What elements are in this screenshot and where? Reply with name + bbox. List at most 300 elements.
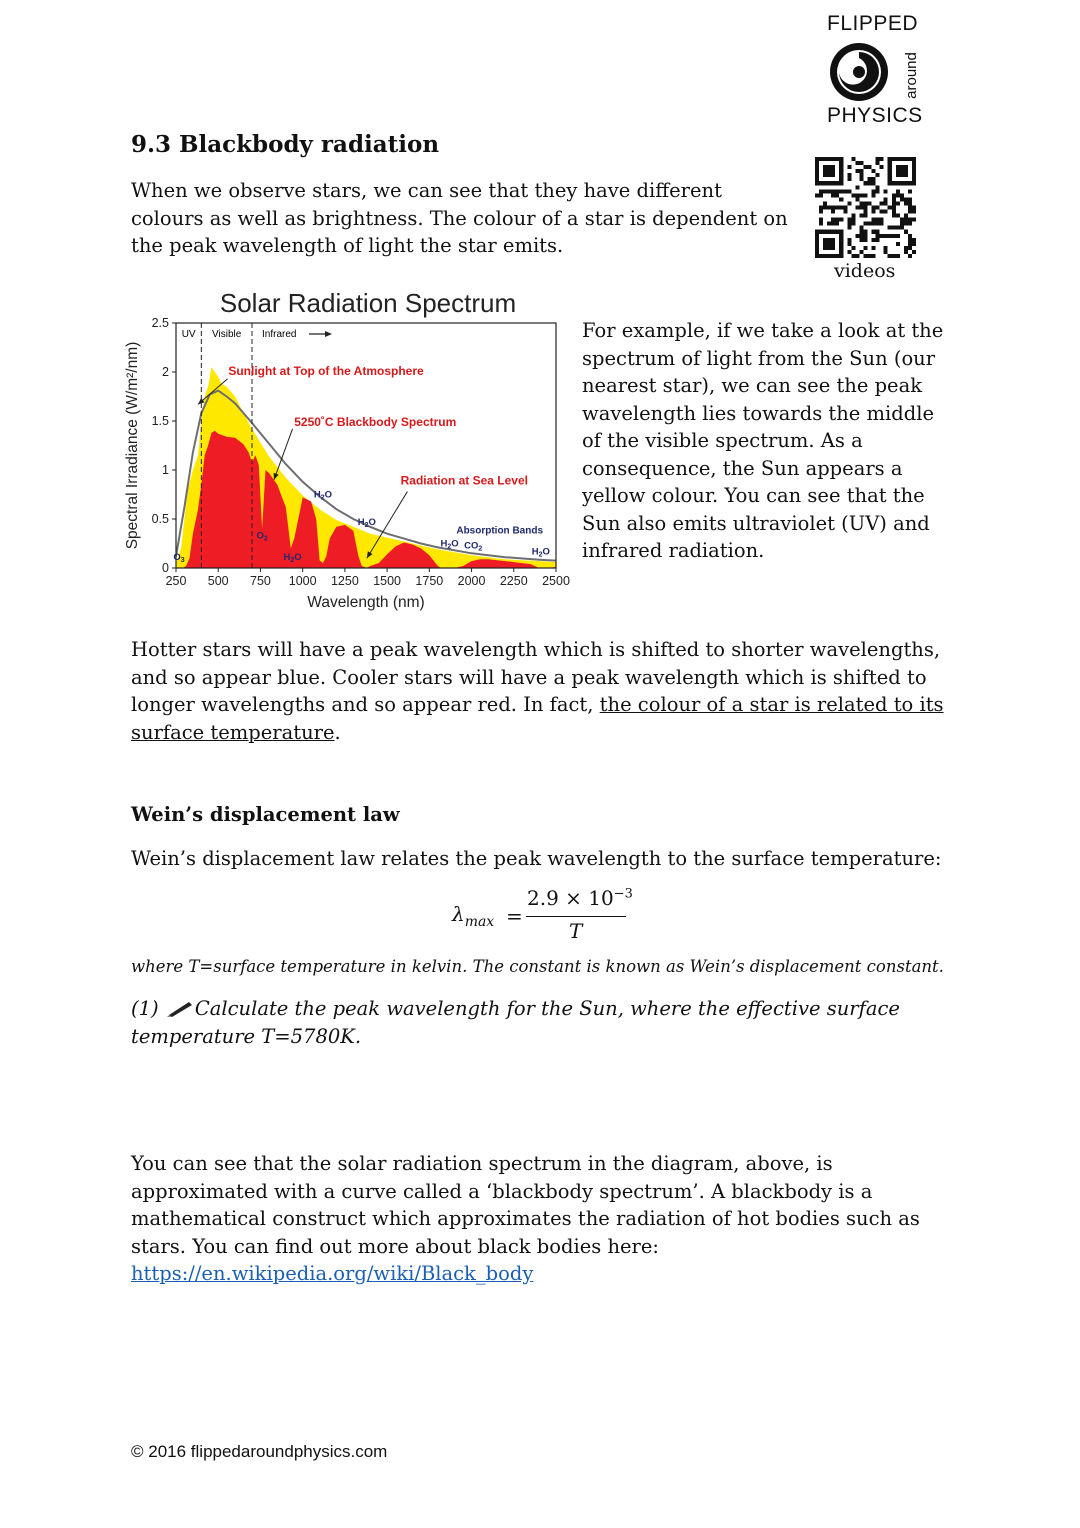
x-tick-label: 2500 (542, 574, 570, 588)
qr-module (815, 165, 819, 169)
qr-module (876, 173, 880, 177)
wikipedia-link[interactable]: https://en.wikipedia.org/wiki/Black_body (131, 1262, 534, 1285)
qr-module (831, 238, 835, 242)
qr-module (904, 197, 908, 201)
annotation-sea-level: Radiation at Sea Level (400, 473, 529, 488)
qr-module (912, 169, 916, 173)
qr-module (863, 238, 867, 242)
qr-module (888, 161, 892, 165)
intro-paragraph: When we observe stars, we can see that they have different colours as well as brightness. The colour of a star is dependent on the peak wavelength of light the star emits. (131, 179, 788, 257)
qr-module (863, 201, 867, 205)
qr-module (819, 189, 823, 193)
x-tick-label: 500 (207, 574, 229, 588)
qr-module (823, 165, 827, 169)
qr-module (843, 205, 847, 209)
qr-module (896, 254, 900, 258)
qr-module (851, 218, 855, 222)
qr-module (904, 250, 908, 254)
qr-module (912, 157, 916, 161)
qr-module (827, 230, 831, 234)
qr-module (831, 165, 835, 169)
absorption-label-5: $O_2$ (256, 530, 268, 543)
qr-code[interactable] (815, 157, 916, 258)
qr-module (815, 181, 819, 185)
x-tick-label: 2000 (457, 574, 486, 588)
where-note: where T=surface temperature in kelvin. The constant is known as Wein’s displacement constant. (131, 957, 944, 976)
paragraph-end: . (334, 720, 341, 744)
qr-module (823, 246, 827, 250)
qr-module (896, 165, 900, 169)
qr-module (872, 230, 876, 234)
annotation-blackbody: 5250˚C Blackbody Spectrum (294, 414, 457, 429)
absorption-label-1: $H_2O$ (357, 516, 376, 529)
qr-module (831, 230, 835, 234)
pencil-icon (165, 997, 195, 1015)
qr-module (904, 214, 908, 218)
qr-module (876, 230, 880, 234)
qr-module (847, 218, 851, 222)
qr-module (904, 165, 908, 169)
equation-equals: = (506, 904, 523, 928)
qr-module (888, 234, 892, 238)
equation-exponent: −3 (613, 886, 633, 902)
qr-module (855, 234, 859, 238)
qr-module (827, 205, 831, 209)
key-statement: the colour of a star is related to its surface temperature (131, 693, 944, 744)
qr-module (872, 246, 876, 250)
qr-module (892, 193, 896, 197)
qr-module (859, 177, 863, 181)
qr-module (815, 246, 819, 250)
absorption-label-2: $H_2O$ (440, 538, 459, 551)
qr-module (831, 157, 835, 161)
x-axis-label: Wavelength (nm) (307, 594, 425, 611)
section-heading: 9.3 Blackbody radiation (131, 131, 440, 158)
qr-module (912, 181, 916, 185)
qr-module (827, 238, 831, 242)
equation-denominator: T (569, 919, 583, 943)
qr-module (904, 218, 908, 222)
qr-module (872, 169, 876, 173)
qr-module (823, 205, 827, 209)
qr-module (839, 177, 843, 181)
paragraph-star-colour (131, 636, 961, 746)
region-label-visible: Visible (212, 329, 242, 340)
qr-module (839, 157, 843, 161)
absorption-label-0: $H_2O$ (313, 489, 333, 502)
qr-module (855, 193, 859, 197)
y-tick-label: 1.5 (151, 414, 169, 428)
x-tick-label: 1000 (288, 574, 317, 588)
qr-module (839, 238, 843, 242)
qr-module (904, 173, 908, 177)
qr-module (839, 254, 843, 258)
qr-module (884, 250, 888, 254)
chart-svg (120, 283, 570, 615)
qr-module (896, 157, 900, 161)
qr-module (908, 189, 912, 193)
qr-module (835, 254, 839, 258)
qr-module (908, 246, 912, 250)
x-tick-label: 250 (165, 574, 187, 588)
chart-title: Solar Radiation Spectrum (219, 288, 517, 318)
y-tick-label: 2.5 (151, 316, 169, 330)
qr-module (892, 201, 896, 205)
y-axis-label: Spectral Irradiance (W/m²/nm) (124, 341, 141, 550)
qr-module (859, 234, 863, 238)
qr-module (876, 189, 880, 193)
qr-module (892, 205, 896, 209)
qr-module (835, 205, 839, 209)
qr-module (835, 230, 839, 234)
qr-module (896, 169, 900, 173)
qr-module (872, 218, 876, 222)
qr-module (835, 157, 839, 161)
qr-module (880, 210, 884, 214)
x-tick-label: 2250 (499, 574, 528, 588)
x-tick-label: 1750 (415, 574, 444, 588)
qr-module (859, 230, 863, 234)
logo-bottom-text: PHYSICS (827, 104, 923, 127)
y-tick-label: 2 (162, 365, 169, 379)
qr-module (880, 201, 884, 205)
qr-module (872, 222, 876, 226)
qr-module (815, 193, 819, 197)
qr-module (912, 205, 916, 209)
qr-module (855, 197, 859, 201)
question-text: Calculate the peak wavelength for the Sun, where the effective surface temperature T=5780K. (131, 997, 900, 1048)
qr-module (839, 234, 843, 238)
x-tick-label: 750 (250, 574, 271, 588)
qr-module (900, 157, 904, 161)
equation-numerator-value: 2.9 × 10 (527, 886, 614, 910)
qr-module (863, 193, 867, 197)
qr-module (908, 181, 912, 185)
qr-module (851, 157, 855, 161)
qr-module (900, 181, 904, 185)
qr-module (908, 254, 912, 258)
qr-module (888, 165, 892, 169)
qr-module (831, 242, 835, 246)
qr-module (884, 197, 888, 201)
qr-module (831, 189, 835, 193)
qr-module (847, 222, 851, 226)
qr-module (819, 193, 823, 197)
qr-module (839, 169, 843, 173)
qr-module (888, 226, 892, 230)
qr-module (839, 197, 843, 201)
qr-module (872, 181, 876, 185)
question-1 (131, 995, 961, 1050)
qr-module (876, 238, 880, 242)
qr-module (888, 157, 892, 161)
qr-module (839, 246, 843, 250)
qr-module (876, 205, 880, 209)
qr-module (884, 234, 888, 238)
qr-module (900, 218, 904, 222)
qr-module (868, 254, 872, 258)
qr-module (823, 169, 827, 173)
qr-module (912, 210, 916, 214)
qr-module (884, 246, 888, 250)
qr-module (835, 181, 839, 185)
paragraph-blackbody (131, 1150, 961, 1288)
qr-module (819, 222, 823, 226)
qr-module (888, 177, 892, 181)
y-tick-label: 1 (162, 463, 169, 477)
qr-module (896, 193, 900, 197)
qr-module (851, 222, 855, 226)
qr-module (900, 193, 904, 197)
x-tick-label: 1250 (330, 574, 359, 588)
qr-code-icon (815, 157, 916, 258)
qr-module (900, 165, 904, 169)
qr-module (851, 246, 855, 250)
qr-module (847, 189, 851, 193)
solar-spectrum-chart (120, 283, 570, 615)
footer-copyright: © 2016 flippedaroundphysics.com (131, 1442, 388, 1461)
qr-module (827, 157, 831, 161)
qr-module (819, 210, 823, 214)
qr-module (843, 189, 847, 193)
qr-module (912, 242, 916, 246)
qr-module (908, 242, 912, 246)
qr-module (912, 250, 916, 254)
qr-module (859, 226, 863, 230)
qr-module (892, 157, 896, 161)
qr-module (880, 234, 884, 238)
qr-module (912, 238, 916, 242)
subheading-wein: Wein’s displacement law (131, 803, 400, 826)
qr-module (892, 254, 896, 258)
region-label-uv: UV (181, 329, 196, 340)
qr-module (900, 169, 904, 173)
qr-module (904, 169, 908, 173)
qr-module (855, 205, 859, 209)
qr-module (819, 254, 823, 258)
qr-module (863, 234, 867, 238)
qr-module (847, 177, 851, 181)
qr-module (872, 189, 876, 193)
qr-module (908, 218, 912, 222)
annotation-absorption-bands: Absorption Bands (456, 525, 544, 537)
qr-module (876, 157, 880, 161)
qr-module (868, 181, 872, 185)
qr-module (839, 173, 843, 177)
qr-module (900, 222, 904, 226)
qr-module (819, 218, 823, 222)
qr-module (831, 205, 835, 209)
qr-module (900, 226, 904, 230)
qr-module (876, 234, 880, 238)
absorption-label-4: $H_2O$ (531, 546, 550, 559)
qr-module (835, 189, 839, 193)
absorption-label-7: $O_3$ (173, 552, 185, 565)
qr-module (892, 214, 896, 218)
qr-module (823, 181, 827, 185)
qr-module (851, 254, 855, 258)
qr-module (831, 246, 835, 250)
absorption-label-6: $H_2O$ (283, 552, 302, 565)
qr-module (908, 201, 912, 205)
qr-module (839, 161, 843, 165)
qr-module (859, 205, 863, 209)
qr-module (815, 169, 819, 173)
qr-module (880, 222, 884, 226)
qr-module (900, 197, 904, 201)
qr-module (859, 173, 863, 177)
qr-module (823, 189, 827, 193)
qr-module (880, 218, 884, 222)
qr-module (847, 250, 851, 254)
qr-module (815, 238, 819, 242)
qr-module (839, 189, 843, 193)
qr-module (876, 161, 880, 165)
qr-module (831, 181, 835, 185)
qr-module (859, 201, 863, 205)
qr-module (831, 222, 835, 226)
qr-module (831, 218, 835, 222)
qr-module (892, 234, 896, 238)
qr-module (815, 157, 819, 161)
region-label-infrared: Infrared (262, 329, 297, 340)
qr-module (892, 181, 896, 185)
qr-module (908, 210, 912, 214)
qr-module (896, 189, 900, 193)
qr-module (863, 222, 867, 226)
qr-module (892, 210, 896, 214)
question-number: (1) (131, 997, 159, 1020)
qr-module (855, 161, 859, 165)
qr-module (863, 214, 867, 218)
qr-module (839, 205, 843, 209)
qr-module (815, 177, 819, 181)
qr-module (896, 234, 900, 238)
qr-module (880, 165, 884, 169)
qr-module (888, 254, 892, 258)
qr-module (823, 242, 827, 246)
qr-module (912, 161, 916, 165)
qr-module (831, 193, 835, 197)
qr-module (839, 242, 843, 246)
annotation-top-atmosphere: Sunlight at Top of the Atmosphere (228, 363, 424, 378)
fraction-bar (526, 916, 626, 917)
qr-module (872, 193, 876, 197)
qr-module (827, 222, 831, 226)
qr-module (839, 250, 843, 254)
logo-top-text: FLIPPED (827, 12, 919, 35)
qr-module (843, 210, 847, 214)
qr-module (827, 246, 831, 250)
qr-module (896, 173, 900, 177)
qr-module (819, 205, 823, 209)
equation-numerator (527, 886, 633, 910)
qr-module (827, 173, 831, 177)
qr-module (823, 201, 827, 205)
qr-module (868, 201, 872, 205)
qr-module (819, 230, 823, 234)
qr-module (904, 222, 908, 226)
qr-module (823, 230, 827, 234)
qr-module (912, 218, 916, 222)
qr-module (876, 218, 880, 222)
qr-module (847, 165, 851, 169)
qr-module (859, 169, 863, 173)
law-intro: Wein’s displacement law relates the peak wavelength to the surface temperature: (131, 847, 942, 870)
x-tick-label: 1500 (373, 574, 402, 588)
qr-module (900, 173, 904, 177)
qr-module (912, 177, 916, 181)
qr-module (855, 254, 859, 258)
qr-module (896, 181, 900, 185)
qr-module (888, 169, 892, 173)
qr-module (904, 157, 908, 161)
qr-module (815, 230, 819, 234)
qr-module (859, 238, 863, 242)
qr-module (888, 205, 892, 209)
qr-module (827, 254, 831, 258)
qr-module (827, 181, 831, 185)
qr-module (863, 205, 867, 209)
qr-module (876, 222, 880, 226)
qr-module (839, 165, 843, 169)
qr-module (896, 242, 900, 246)
qr-module (863, 246, 867, 250)
qr-module (892, 197, 896, 201)
qr-module (908, 205, 912, 209)
qr-module (908, 157, 912, 161)
qr-module (827, 169, 831, 173)
qr-module (880, 157, 884, 161)
qr-module (904, 246, 908, 250)
qr-module (888, 173, 892, 177)
qr-module (863, 165, 867, 169)
qr-module (839, 218, 843, 222)
qr-module (815, 250, 819, 254)
qr-module (823, 173, 827, 177)
qr-module (908, 197, 912, 201)
qr-module (863, 230, 867, 234)
qr-module (855, 185, 859, 189)
qr-module (872, 238, 876, 242)
qr-module (859, 193, 863, 197)
wein-equation (450, 884, 650, 944)
equation-lambda: λ (452, 902, 465, 926)
qr-module (859, 161, 863, 165)
qr-module (872, 205, 876, 209)
qr-module (908, 238, 912, 242)
qr-module (851, 193, 855, 197)
qr-module (868, 177, 872, 181)
qr-module (847, 201, 851, 205)
qr-module (859, 214, 863, 218)
absorption-label-3: $CO_2$ (464, 540, 483, 553)
qr-module (892, 226, 896, 230)
qr-module (863, 181, 867, 185)
qr-module (912, 173, 916, 177)
qr-module (839, 181, 843, 185)
qr-module (868, 222, 872, 226)
qr-module (831, 254, 835, 258)
qr-module (835, 193, 839, 197)
qr-module (859, 250, 863, 254)
paragraph-star-colour-text: Hotter stars will have a peak wavelength which is shifted to shorter wavelengths, and so appear blue. Cooler stars will have a peak wavelength which is shifted to longer wavelengths and so appear red. In fact, (131, 638, 941, 716)
y-tick-label: 0 (162, 561, 169, 575)
logo-side-text: around (902, 52, 920, 99)
qr-module (896, 226, 900, 230)
qr-module (868, 165, 872, 169)
qr-module (835, 222, 839, 226)
